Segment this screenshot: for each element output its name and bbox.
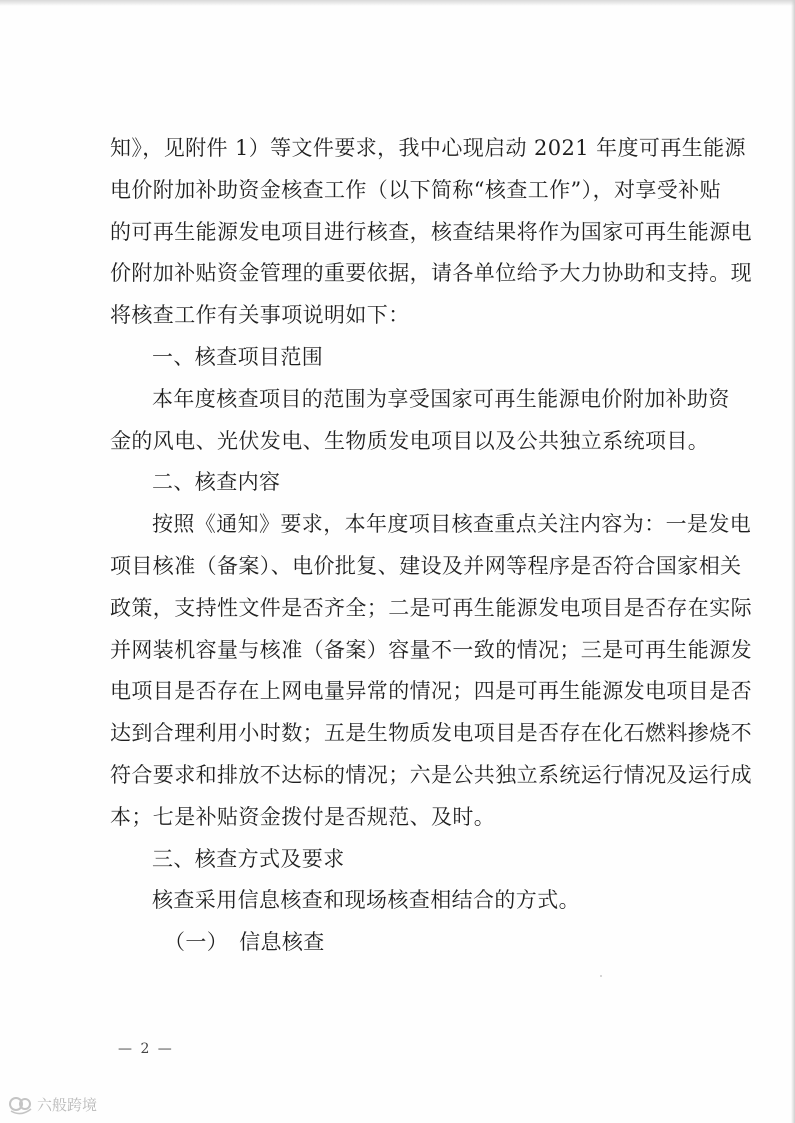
section-heading: 三、核查方式及要求 [152,846,345,871]
scan-shadow-right [791,0,795,1123]
watermark-text: 六般跨境 [37,1095,98,1114]
body-line: 将核查工作有关事项说明如下： [110,303,410,328]
scan-shadow-top [0,0,795,6]
body-line: 项目核准（备案）、电价批复、建设及并网等程序是否符合国家相关 [110,553,742,578]
scan-speck [600,975,602,977]
body-line: 电价附加补助资金核查工作（以下简称“核查工作”），对享受补贴 [110,177,721,202]
body-line: 并网装机容量与核准（备案）容量不一致的情况；三是可再生能源发 [110,637,752,662]
body-line: 价附加补贴资金管理的重要依据，请各单位给予大力协助和支持。现 [110,261,752,286]
subsection-heading: （一） 信息核查 [164,930,325,955]
body-line: 电项目是否存在上网电量异常的情况；四是可再生能源发电项目是否 [110,679,752,704]
section-heading: 二、核查内容 [152,470,281,495]
body-line: 的可再生能源发电项目进行核查，核查结果将作为国家可再生能源电 [110,219,752,244]
brand-logo-icon [8,1093,34,1115]
document-body [110,128,752,964]
body-line: 按照《通知》要求，本年度项目核查重点关注内容为：一是发电 [152,512,752,537]
body-line: 符合要求和排放不达标的情况；六是公共独立系统运行情况及运行成 [110,762,752,787]
body-line: 本；七是补贴资金拨付是否规范、及时。 [110,804,496,829]
body-line: 核查采用信息核查和现场核查相结合的方式。 [152,888,580,913]
page-number: — 2 — [118,1041,174,1057]
section-heading: 一、核查项目范围 [152,344,324,369]
body-line: 知》，见附件 1）等文件要求，我中心现启动 2021 年度可再生能源 [110,136,746,160]
body-line: 达到合理利用小时数；五是生物质发电项目是否存在化石燃料掺烧不 [110,721,752,746]
body-line: 政策，支持性文件是否齐全；二是可再生能源发电项目是否存在实际 [110,595,752,620]
body-line: 金的风电、光伏发电、生物质发电项目以及公共独立系统项目。 [110,428,710,453]
body-line: 本年度核查项目的范围为享受国家可再生能源电价附加补助资 [152,386,730,411]
watermark [8,1093,97,1115]
